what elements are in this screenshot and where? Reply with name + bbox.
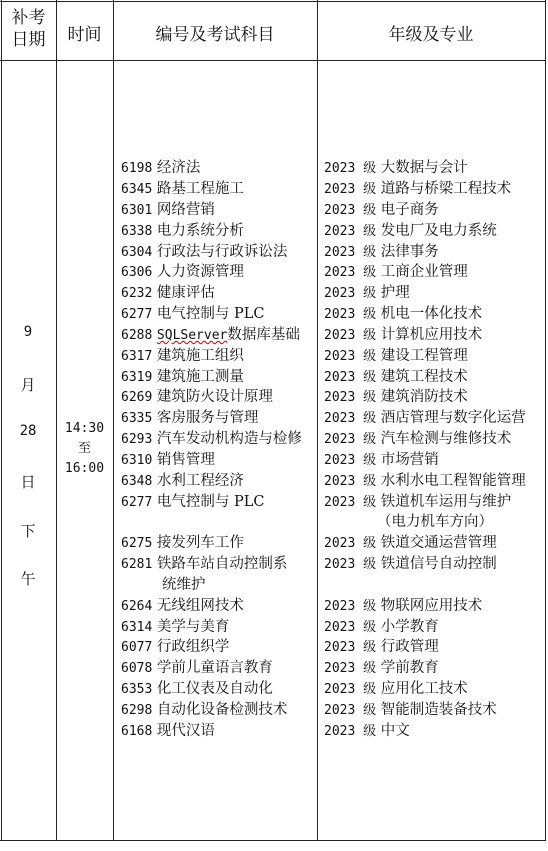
subject-row: 6298 自动化设备检测技术	[121, 702, 288, 718]
date-char: 9	[23, 324, 33, 340]
date-char: 日	[20, 473, 36, 491]
subject-row: 6077 行政组织学	[121, 639, 230, 655]
date-char: 午	[20, 570, 36, 588]
header-major: 年级及专业	[388, 25, 474, 45]
table-border-right	[545, 0, 546, 841]
major-row: 2023 级 汽车检测与维修技术	[324, 431, 512, 447]
major-row: 2023 级 铁道机车运用与维护	[324, 494, 512, 510]
header-time: 时间	[67, 25, 102, 45]
subject-row: 6288 SQLServer数据库基础	[121, 327, 300, 343]
header-divider	[0, 60, 546, 61]
major-row: 2023 级 酒店管理与数字化运营	[324, 410, 526, 426]
major-row: 2023 级 小学教育	[324, 619, 439, 635]
subject-row: 6319 建筑施工测量	[121, 369, 244, 385]
major-row: 2023 级 铁道交通运营管理	[324, 535, 497, 551]
major-row: 2023 级 发电厂及电力系统	[324, 223, 497, 239]
subject-row: 6277 电气控制与 PLC	[121, 306, 265, 322]
subject-row: 6310 销售管理	[121, 452, 215, 468]
spellcheck-underlined-text: SQLServer	[156, 328, 228, 343]
subject-row: 6281 铁路车站自动控制系	[121, 556, 288, 572]
major-row: 2023 级 物联网应用技术	[324, 598, 483, 614]
time-end: 16:00	[64, 461, 105, 476]
header-date-line2: 日期	[11, 30, 46, 50]
subject-row: 6269 建筑防火设计原理	[121, 389, 273, 405]
major-row: 2023 级 学前教育	[324, 660, 439, 676]
major-row: 2023 级 行政管理	[324, 639, 439, 655]
subject-row-continued: 统维护	[162, 577, 206, 593]
subject-row: 6304 行政法与行政诉讼法	[121, 244, 288, 260]
subject-row: 6345 路基工程施工	[121, 181, 244, 197]
table-border-bottom	[0, 840, 546, 841]
subject-row: 6168 现代汉语	[121, 723, 215, 739]
subject-row: 6338 电力系统分析	[121, 223, 244, 239]
column-divider	[113, 0, 114, 841]
major-row: 2023 级 建筑消防技术	[324, 389, 468, 405]
header-subject: 编号及考试科目	[155, 25, 275, 45]
major-row: 2023 级 工商企业管理	[324, 264, 468, 280]
major-row: 2023 级 建设工程管理	[324, 348, 468, 364]
major-row-continued: （电力机车方向）	[377, 514, 493, 530]
subject-row: 6277 电气控制与 PLC	[121, 494, 265, 510]
subject-row: 6198 经济法	[121, 160, 201, 176]
subject-row: 6293 汽车发动机构造与检修	[121, 431, 302, 447]
column-divider	[317, 0, 318, 841]
major-row: 2023 级 计算机应用技术	[324, 327, 483, 343]
major-row: 2023 级 铁道信号自动控制	[324, 556, 497, 572]
subject-row: 6348 水利工程经济	[121, 473, 244, 489]
major-row: 2023 级 护理	[324, 285, 410, 301]
major-row: 2023 级 法律事务	[324, 244, 439, 260]
subject-row: 6335 客房服务与管理	[121, 410, 259, 426]
subject-row: 6317 建筑施工组织	[121, 348, 244, 364]
time-start: 14:30	[64, 421, 105, 436]
major-row: 2023 级 建筑工程技术	[324, 369, 468, 385]
table-border-top	[0, 1, 546, 2]
subject-row: 6314 美学与美育	[121, 619, 230, 635]
subject-row: 6275 接发列车工作	[121, 535, 244, 551]
subject-row: 6264 无线组网技术	[121, 598, 244, 614]
exam-date	[0, 0, 56, 840]
major-row: 2023 级 应用化工技术	[324, 681, 468, 697]
header-date-line1: 补考	[11, 8, 46, 28]
major-row: 2023 级 中文	[324, 723, 410, 739]
date-char: 28	[19, 423, 37, 439]
subject-row: 6306 人力资源管理	[121, 264, 244, 280]
date-char: 下	[20, 522, 36, 540]
major-row: 2023 级 道路与桥梁工程技术	[324, 181, 512, 197]
subject-row: 6301 网络营销	[121, 202, 215, 218]
major-row: 2023 级 机电一体化技术	[324, 306, 483, 322]
exam-time	[56, 419, 113, 479]
date-char: 月	[20, 376, 36, 394]
subject-row: 6353 化工仪表及自动化	[121, 681, 273, 697]
subject-row: 6078 学前儿童语言教育	[121, 660, 273, 676]
major-row: 2023 级 水利水电工程智能管理	[324, 473, 526, 489]
time-separator: 至	[77, 441, 91, 456]
subject-row: 6232 健康评估	[121, 285, 215, 301]
major-row: 2023 级 智能制造装备技术	[324, 702, 497, 718]
major-row: 2023 级 电子商务	[324, 202, 439, 218]
major-row: 2023 级 大数据与会计	[324, 160, 468, 176]
major-row: 2023 级 市场营销	[324, 452, 439, 468]
